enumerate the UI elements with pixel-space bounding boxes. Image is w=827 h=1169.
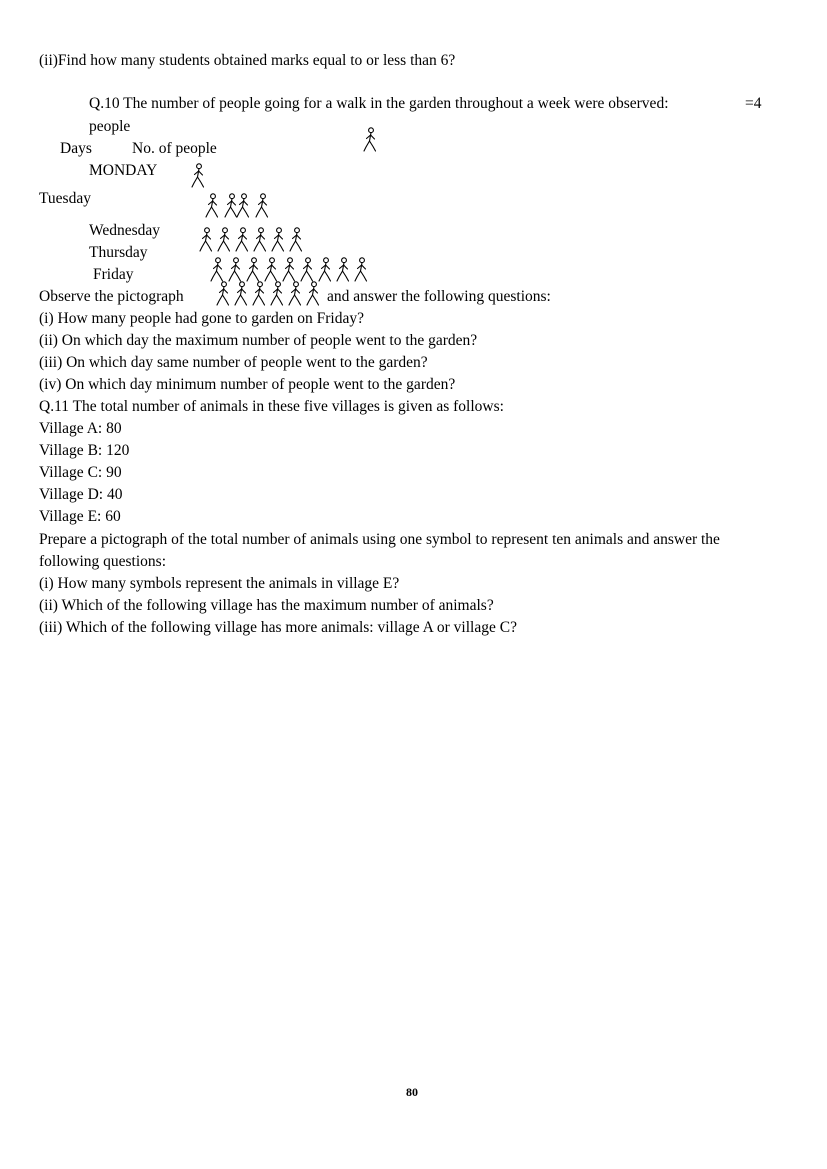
q10-key-unit: people	[89, 118, 131, 135]
walking-person-icon	[205, 193, 219, 219]
q10-key-value: =4	[745, 95, 762, 112]
village-entry: Village E: 60	[39, 508, 121, 525]
walking-person-icon	[300, 257, 314, 283]
q10-question: (i) How many people had gone to garden on Friday?	[39, 310, 364, 327]
q10-intro: Q.10 The number of people going for a walk in the garden throughout a week were observed:	[89, 95, 669, 112]
q11-task-continued: following questions:	[39, 553, 167, 570]
walking-person-icon	[217, 227, 231, 253]
walking-person-icon	[354, 257, 368, 283]
table-header-days: Days	[60, 140, 92, 157]
q9-part-ii: (ii)Find how many students obtained marks equal to or less than 6?	[39, 52, 456, 69]
page-number: 80	[406, 1085, 418, 1099]
walking-person-icon	[270, 281, 284, 307]
walking-person-icon	[318, 257, 332, 283]
walking-person-icon	[288, 281, 302, 307]
walking-person-icon	[235, 227, 249, 253]
walking-person-icon	[282, 257, 296, 283]
walking-person-icon	[264, 257, 278, 283]
walking-person-icon	[216, 281, 230, 307]
walking-person-icon	[255, 193, 269, 219]
walking-person-icon	[271, 227, 285, 253]
day-label: Wednesday	[89, 222, 161, 239]
q11-question: (iii) Which of the following village has more animals: village A or village C?	[39, 619, 517, 636]
walking-person-icon	[336, 257, 350, 283]
walking-person-icon	[236, 193, 250, 219]
walking-person-icon	[252, 281, 266, 307]
table-header-people: No. of people	[132, 140, 217, 157]
q11-question: (i) How many symbols represent the animals in village E?	[39, 575, 400, 592]
walking-person-icon	[306, 281, 320, 307]
walking-person-icon	[199, 227, 213, 253]
walking-person-icon	[210, 257, 224, 283]
village-entry: Village B: 120	[39, 442, 130, 459]
walking-person-icon	[363, 127, 377, 153]
village-entry: Village A: 80	[39, 420, 122, 437]
village-entry: Village C: 90	[39, 464, 122, 481]
walking-person-icon	[228, 257, 242, 283]
q10-question: (iii) On which day same number of people went to the garden?	[39, 354, 428, 371]
village-entry: Village D: 40	[39, 486, 123, 503]
walking-person-icon	[234, 281, 248, 307]
q11-task: Prepare a pictograph of the total number of animals using one symbol to represent ten animals and answer the	[39, 531, 720, 548]
q10-question: (iv) On which day minimum number of people went to the garden?	[39, 376, 456, 393]
day-label: Thursday	[89, 244, 148, 261]
q11-intro: Q.11 The total number of animals in these five villages is given as follows:	[39, 398, 504, 415]
day-label: MONDAY	[89, 162, 158, 179]
walking-person-icon	[191, 163, 205, 189]
observe-text-after: and answer the following questions:	[327, 288, 551, 305]
walking-person-icon	[253, 227, 267, 253]
q11-question: (ii) Which of the following village has the maximum number of animals?	[39, 597, 494, 614]
walking-person-icon	[246, 257, 260, 283]
q10-question: (ii) On which day the maximum number of people went to the garden?	[39, 332, 478, 349]
day-label: Tuesday	[39, 190, 91, 207]
day-label: Friday	[93, 266, 134, 283]
observe-text-before: Observe the pictograph	[39, 288, 184, 305]
walking-person-icon	[289, 227, 303, 253]
